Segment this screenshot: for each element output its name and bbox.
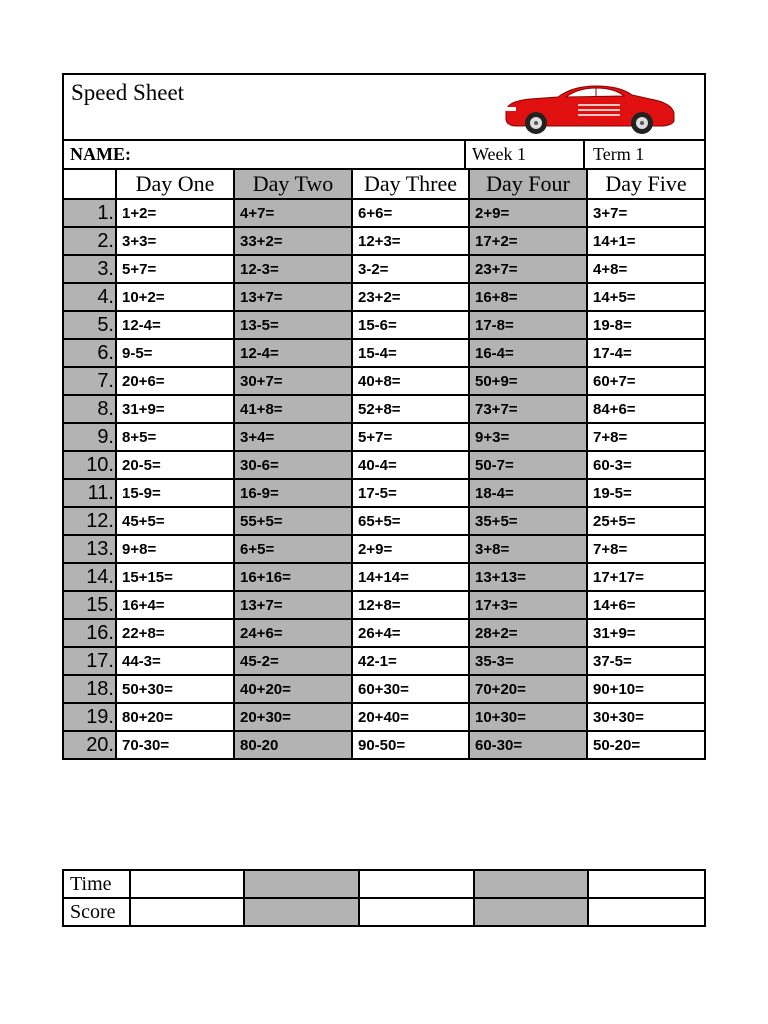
problem-cell: 12-4=: [116, 311, 234, 339]
problem-cell: 80-20: [234, 731, 352, 758]
problem-cell: 10+2=: [116, 283, 234, 311]
problem-cell: 15+15=: [116, 563, 234, 591]
problem-cell: 52+8=: [352, 395, 469, 423]
problem-cell: 40-4=: [352, 451, 469, 479]
day-header-row: [64, 170, 704, 199]
row-number: 5.: [64, 311, 116, 339]
problem-cell: 65+5=: [352, 507, 469, 535]
problem-cell: 16-4=: [469, 339, 587, 367]
problem-cell: 55+5=: [234, 507, 352, 535]
problem-cell: 17-8=: [469, 311, 587, 339]
blank-header-cell: [64, 170, 116, 199]
problem-cell: 3+4=: [234, 423, 352, 451]
table-row: [64, 535, 704, 563]
problem-cell: 18-4=: [469, 479, 587, 507]
problem-cell: 12+3=: [352, 227, 469, 255]
problem-cell: 73+7=: [469, 395, 587, 423]
problem-cell: 14+5=: [587, 283, 704, 311]
problem-cell: 13-5=: [234, 311, 352, 339]
problem-cell: 23+2=: [352, 283, 469, 311]
problem-cell: 25+5=: [587, 507, 704, 535]
time-label: Time: [64, 871, 130, 898]
problem-cell: 17+17=: [587, 563, 704, 591]
problem-cell: 30+30=: [587, 703, 704, 731]
problem-cell: 50-7=: [469, 451, 587, 479]
row-number: 12.: [64, 507, 116, 535]
problem-cell: 31+9=: [116, 395, 234, 423]
problem-cell: 12-3=: [234, 255, 352, 283]
problem-cell: 20+40=: [352, 703, 469, 731]
table-row: [64, 423, 704, 451]
score-row: [64, 898, 704, 925]
problem-cell: 19-5=: [587, 479, 704, 507]
row-number: 15.: [64, 591, 116, 619]
day-header: Day Five: [587, 170, 704, 199]
score-cell[interactable]: [359, 898, 474, 925]
table-row: [64, 675, 704, 703]
problem-cell: 4+7=: [234, 199, 352, 227]
problem-cell: 45+5=: [116, 507, 234, 535]
score-cell[interactable]: [588, 898, 704, 925]
table-row: [64, 591, 704, 619]
problem-cell: 19-8=: [587, 311, 704, 339]
time-cell[interactable]: [588, 871, 704, 898]
table-row: [64, 395, 704, 423]
problem-cell: 35-3=: [469, 647, 587, 675]
problem-cell: 6+6=: [352, 199, 469, 227]
problem-cell: 8+5=: [116, 423, 234, 451]
page-title: Speed Sheet: [71, 80, 185, 105]
time-cell[interactable]: [359, 871, 474, 898]
problem-cell: 50+30=: [116, 675, 234, 703]
problem-cell: 12-4=: [234, 339, 352, 367]
row-number: 6.: [64, 339, 116, 367]
row-number: 16.: [64, 619, 116, 647]
problem-cell: 9+8=: [116, 535, 234, 563]
problem-cell: 20+30=: [234, 703, 352, 731]
problem-cell: 41+8=: [234, 395, 352, 423]
score-label: Score: [64, 898, 130, 925]
problem-cell: 17+2=: [469, 227, 587, 255]
problem-cell: 17+3=: [469, 591, 587, 619]
table-row: [64, 647, 704, 675]
problem-cell: 14+14=: [352, 563, 469, 591]
row-number: 10.: [64, 451, 116, 479]
problem-cell: 35+5=: [469, 507, 587, 535]
problem-cell: 3+3=: [116, 227, 234, 255]
title-row: [64, 75, 704, 141]
problem-cell: 3+7=: [587, 199, 704, 227]
problem-cell: 7+8=: [587, 535, 704, 563]
problem-cell: 15-9=: [116, 479, 234, 507]
time-cell[interactable]: [474, 871, 588, 898]
speed-sheet: [62, 73, 706, 760]
table-row: [64, 731, 704, 758]
problem-cell: 5+7=: [116, 255, 234, 283]
day-header: Day Two: [234, 170, 352, 199]
day-header: Day One: [116, 170, 234, 199]
problem-cell: 90+10=: [587, 675, 704, 703]
table-row: [64, 451, 704, 479]
problem-cell: 24+6=: [234, 619, 352, 647]
problem-cell: 3-2=: [352, 255, 469, 283]
problem-cell: 2+9=: [352, 535, 469, 563]
problem-cell: 7+8=: [587, 423, 704, 451]
problem-cell: 5+7=: [352, 423, 469, 451]
problem-cell: 60-3=: [587, 451, 704, 479]
problem-cell: 31+9=: [587, 619, 704, 647]
table-row: [64, 311, 704, 339]
problem-cell: 33+2=: [234, 227, 352, 255]
time-cell[interactable]: [130, 871, 244, 898]
problem-cell: 40+8=: [352, 367, 469, 395]
problem-cell: 20+6=: [116, 367, 234, 395]
problem-cell: 6+5=: [234, 535, 352, 563]
problem-cell: 26+4=: [352, 619, 469, 647]
problem-cell: 50-20=: [587, 731, 704, 758]
table-row: [64, 563, 704, 591]
week-label: Week 1: [466, 141, 585, 168]
problem-cell: 2+9=: [469, 199, 587, 227]
row-number: 1.: [64, 199, 116, 227]
table-row: [64, 619, 704, 647]
problem-cell: 50+9=: [469, 367, 587, 395]
problem-cell: 60-30=: [469, 731, 587, 758]
row-number: 9.: [64, 423, 116, 451]
problem-cell: 70-30=: [116, 731, 234, 758]
problem-cell: 16-9=: [234, 479, 352, 507]
row-number: 7.: [64, 367, 116, 395]
row-number: 13.: [64, 535, 116, 563]
problem-cell: 60+30=: [352, 675, 469, 703]
problem-cell: 15-6=: [352, 311, 469, 339]
problem-cell: 13+7=: [234, 283, 352, 311]
problem-cell: 60+7=: [587, 367, 704, 395]
problem-cell: 30+7=: [234, 367, 352, 395]
problem-cell: 14+6=: [587, 591, 704, 619]
day-header: Day Three: [352, 170, 469, 199]
term-label: Term 1: [593, 144, 645, 164]
problem-cell: 16+8=: [469, 283, 587, 311]
score-cell[interactable]: [244, 898, 359, 925]
problem-cell: 70+20=: [469, 675, 587, 703]
red-sports-car-icon: [500, 83, 676, 135]
problem-cell: 1+2=: [116, 199, 234, 227]
problem-cell: 84+6=: [587, 395, 704, 423]
score-cell[interactable]: [474, 898, 588, 925]
table-row: [64, 227, 704, 255]
problem-grid: [64, 170, 704, 758]
problem-cell: 3+8=: [469, 535, 587, 563]
table-row: [64, 199, 704, 227]
time-cell[interactable]: [244, 871, 359, 898]
problem-cell: 13+13=: [469, 563, 587, 591]
row-number: 8.: [64, 395, 116, 423]
time-row: [64, 871, 704, 898]
problem-cell: 14+1=: [587, 227, 704, 255]
row-number: 4.: [64, 283, 116, 311]
problem-cell: 17-4=: [587, 339, 704, 367]
problem-cell: 40+20=: [234, 675, 352, 703]
problem-cell: 15-4=: [352, 339, 469, 367]
row-number: 17.: [64, 647, 116, 675]
problem-cell: 9+3=: [469, 423, 587, 451]
table-row: [64, 507, 704, 535]
problem-cell: 16+4=: [116, 591, 234, 619]
row-number: 18.: [64, 675, 116, 703]
problem-cell: 16+16=: [234, 563, 352, 591]
row-number: 3.: [64, 255, 116, 283]
table-row: [64, 339, 704, 367]
row-number: 2.: [64, 227, 116, 255]
problem-cell: 4+8=: [587, 255, 704, 283]
name-field[interactable]: NAME:: [64, 141, 466, 168]
results-table: [62, 869, 706, 927]
row-number: 19.: [64, 703, 116, 731]
table-row: [64, 255, 704, 283]
problem-cell: 23+7=: [469, 255, 587, 283]
problem-cell: 37-5=: [587, 647, 704, 675]
problem-cell: 20-5=: [116, 451, 234, 479]
problem-cell: 30-6=: [234, 451, 352, 479]
score-cell[interactable]: [130, 898, 244, 925]
table-row: [64, 283, 704, 311]
problem-cell: 44-3=: [116, 647, 234, 675]
problem-cell: 42-1=: [352, 647, 469, 675]
problem-cell: 28+2=: [469, 619, 587, 647]
name-row: [64, 141, 704, 170]
problem-cell: 17-5=: [352, 479, 469, 507]
row-number: 20.: [64, 731, 116, 758]
problem-cell: 12+8=: [352, 591, 469, 619]
row-number: 11.: [64, 479, 116, 507]
table-row: [64, 703, 704, 731]
problem-cell: 10+30=: [469, 703, 587, 731]
problem-cell: 80+20=: [116, 703, 234, 731]
table-row: [64, 479, 704, 507]
row-number: 14.: [64, 563, 116, 591]
day-header: Day Four: [469, 170, 587, 199]
problem-cell: 45-2=: [234, 647, 352, 675]
table-row: [64, 367, 704, 395]
problem-cell: 9-5=: [116, 339, 234, 367]
problem-cell: 13+7=: [234, 591, 352, 619]
problem-cell: 90-50=: [352, 731, 469, 758]
problem-cell: 22+8=: [116, 619, 234, 647]
